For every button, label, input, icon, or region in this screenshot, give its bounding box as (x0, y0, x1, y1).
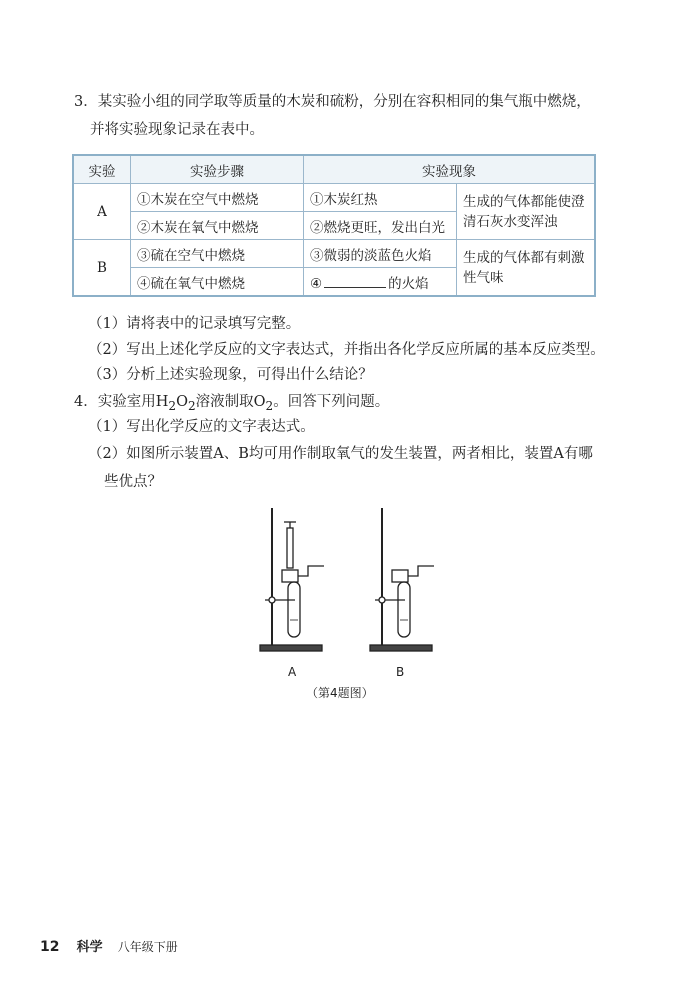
summary-b: 生成的气体都有刺激性气味 (457, 240, 596, 297)
q4-sub-2 (88, 440, 608, 496)
q4-text-mid2: 溶液制取O (195, 394, 266, 410)
q4-text-pre: 4．实验室用H (74, 394, 169, 410)
step-2: ②木炭在氧气中燃烧 (131, 212, 304, 240)
apparatus-a (260, 508, 324, 651)
q4-sub2: 2 (187, 398, 196, 413)
q3-sub-2: （2）写出上述化学反应的文字表达式，并指出各化学反应所属的基本反应类型。 (88, 342, 605, 358)
q3-sub-1: （1）请将表中的记录填写完整。 (88, 316, 301, 332)
q4-text-mid1: O (176, 394, 188, 410)
phenomenon-4-suffix: 的火焰 (388, 275, 429, 292)
subject-name: 科学 (76, 940, 103, 955)
q4-sub-2-line2: 些优点？ (104, 474, 162, 490)
figure-label-a: A (288, 665, 297, 679)
step-4: ④硫在氧气中燃烧 (131, 268, 304, 297)
apparatus-drawing (250, 500, 450, 670)
phenomenon-3: ③微弱的淡蓝色火焰 (304, 240, 457, 268)
group-b-label: B (73, 240, 131, 297)
q4-text-post: 。回答下列问题。 (273, 394, 390, 410)
header-phenomena: 实验现象 (304, 155, 596, 184)
group-a-label: A (73, 184, 131, 240)
apparatus-figure (250, 500, 450, 679)
phenomenon-1: ①木炭红热 (304, 184, 457, 212)
phenomenon-4-prefix: ④ (310, 275, 323, 292)
phenomenon-4 (304, 268, 457, 297)
page-footer (40, 936, 178, 955)
q4-sub1: 2 (168, 398, 177, 413)
table-header-row (73, 155, 595, 184)
q4-sub-1: （1）写出化学反应的文字表达式。 (88, 419, 315, 435)
figure-caption: （第4题图） (306, 686, 374, 700)
question-4-stem (74, 390, 389, 418)
question-3-line2: 并将实验现象记录在表中。 (90, 122, 264, 138)
question-3-line1: 3．某实验小组的同学取等质量的木炭和硫粉，分别在容积相同的集气瓶中燃烧， (74, 94, 591, 110)
figure-label-b: B (396, 665, 405, 679)
table-row (73, 184, 595, 212)
q4-sub3: 2 (265, 398, 274, 413)
summary-a: 生成的气体都能使澄清石灰水变浑浊 (457, 184, 596, 240)
answer-blank (324, 275, 386, 288)
apparatus-b (370, 508, 434, 651)
grade-label: 八年级下册 (117, 940, 178, 954)
q3-sub-3: （3）分析上述实验现象，可得出什么结论？ (88, 367, 373, 383)
step-3: ③硫在空气中燃烧 (131, 240, 304, 268)
header-steps: 实验步骤 (131, 155, 304, 184)
page-number: 12 (40, 939, 60, 955)
table-row (73, 240, 595, 268)
step-1: ①木炭在空气中燃烧 (131, 184, 304, 212)
question-3 (74, 88, 614, 144)
header-experiment: 实验 (73, 155, 131, 184)
q4-sub-2-line1: （2）如图所示装置A、B均可用作制取氧气的发生装置，两者相比，装置A有哪 (88, 446, 593, 462)
experiment-table (72, 154, 596, 297)
phenomenon-2: ②燃烧更旺，发出白光 (304, 212, 457, 240)
